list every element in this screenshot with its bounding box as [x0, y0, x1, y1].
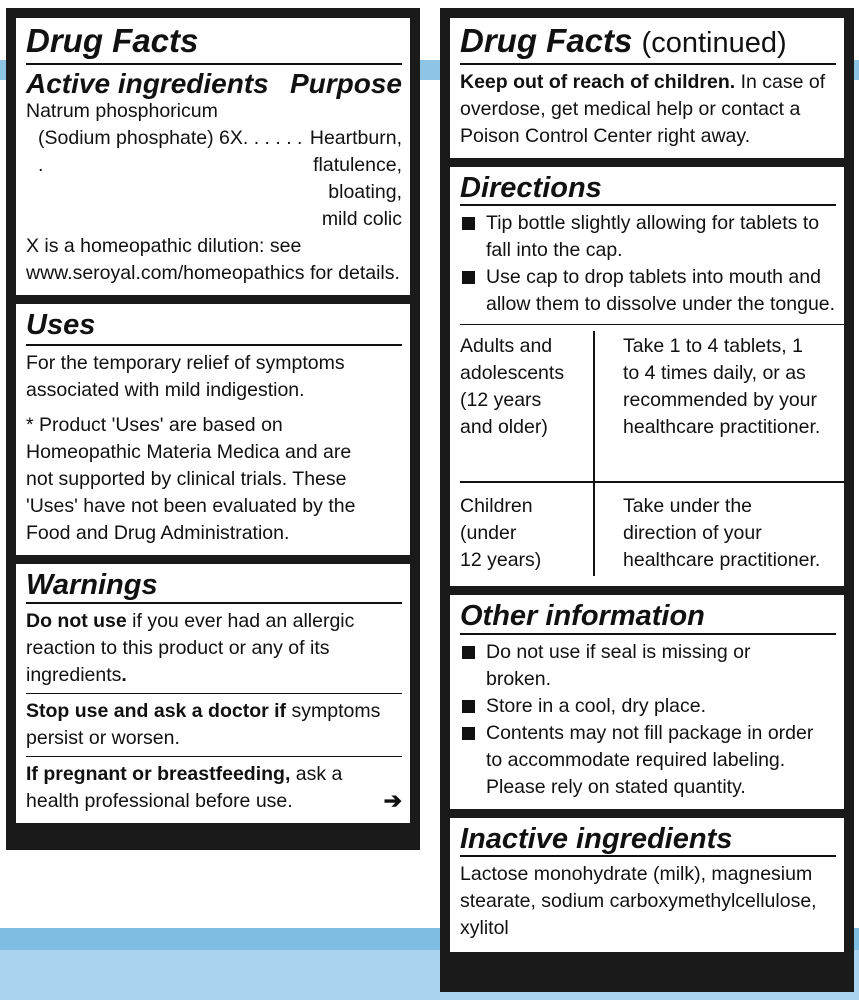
- other-information-rule: [460, 633, 836, 635]
- dosage-table: [460, 331, 844, 576]
- stop-use-text: symptoms: [286, 699, 381, 722]
- do-not-use-label: Do not use: [26, 609, 127, 632]
- directions-heading: Directions: [460, 171, 602, 204]
- other-information-item: [460, 693, 836, 720]
- uses-disclaimer: not supported by clinical trials. These: [26, 468, 347, 491]
- uses-disclaimer: Food and Drug Administration.: [26, 522, 290, 545]
- other-information-item: [460, 720, 836, 801]
- uses-disclaimer: Homeopathic Materia Medica and are: [26, 441, 352, 464]
- warnings-divider: [26, 756, 402, 757]
- do-not-use-text: if you ever had an allergic: [126, 609, 355, 632]
- directions-text: Tip bottle slightly allowing for tablets to: [486, 212, 820, 235]
- purpose-line: bloating,: [328, 181, 402, 204]
- other-information-heading: Other information: [460, 600, 705, 633]
- table-text: Adults and: [460, 335, 553, 358]
- inactive-ingredients-rule: [460, 855, 836, 857]
- keep-out-text: In case of: [735, 70, 826, 93]
- keep-out-section: [450, 18, 844, 158]
- stop-use-label: Stop use and ask a doctor if: [26, 699, 287, 722]
- other-information-text: Store in a cool, dry place.: [486, 694, 707, 717]
- dilution-note-url: www.seroyal.com/homeopathics for details.: [26, 262, 400, 285]
- do-not-use-warning: [26, 608, 402, 635]
- dilution-note: X is a homeopathic dilution: see: [26, 235, 302, 258]
- directions-table-rule: [460, 324, 844, 325]
- section-separator: [440, 158, 854, 167]
- dosage-children-label: [460, 483, 595, 576]
- directions-section: [450, 167, 844, 586]
- uses-disclaimer: * Product 'Uses' are based on: [26, 414, 283, 437]
- drug-facts-title: Drug Facts: [460, 22, 633, 59]
- purpose-list: [310, 125, 402, 233]
- continued-arrow-icon: ➔: [383, 788, 402, 814]
- drug-facts-right-panel: [440, 8, 854, 992]
- table-text: healthcare practitioner.: [623, 549, 821, 572]
- drug-facts-continued-title: [460, 24, 836, 59]
- table-text: Children: [460, 495, 533, 518]
- keep-out-text: overdose, get medical help or contact a: [460, 97, 801, 120]
- other-information-text: broken.: [486, 667, 552, 690]
- uses-text: associated with mild indigestion.: [26, 379, 305, 402]
- other-information-text: to accommodate required labeling.: [486, 748, 786, 771]
- other-information-text: Please rely on stated quantity.: [486, 775, 746, 798]
- uses-section: [16, 304, 410, 555]
- section-separator: [6, 555, 420, 564]
- ingredient-strength: (Sodium phosphate) 6X. . . . . . .: [38, 127, 303, 177]
- table-text: to 4 times daily, or as: [623, 362, 806, 385]
- do-not-use-text-end: [26, 662, 402, 689]
- pregnant-warning: [26, 761, 402, 788]
- table-text: recommended by your: [623, 389, 818, 412]
- directions-rule: [460, 204, 836, 206]
- stop-use-warning: [26, 698, 402, 725]
- purpose-line: Heartburn,: [309, 127, 402, 150]
- active-ingredients-heading: Active ingredients: [26, 67, 269, 99]
- inactive-ingredients-text: Lactose monohydrate (milk), magnesium: [460, 862, 813, 885]
- directions-text: fall into the cap.: [486, 239, 623, 262]
- do-not-use-text: ingredients: [26, 663, 122, 686]
- other-information-text: Do not use if seal is missing or: [486, 640, 751, 663]
- directions-item: [460, 210, 836, 264]
- warnings-rule: [26, 602, 402, 604]
- do-not-use-period: .: [121, 663, 127, 686]
- dosage-children-instructions: [595, 483, 844, 576]
- table-text: (under: [460, 522, 517, 545]
- table-text: adolescents: [460, 362, 565, 385]
- keep-out-text: Poison Control Center right away.: [460, 124, 751, 147]
- warnings-section: [16, 564, 410, 822]
- continued-label: (continued): [641, 27, 787, 59]
- keep-out-warning: [460, 69, 836, 96]
- drug-facts-title: Drug Facts: [26, 22, 199, 59]
- directions-list: [460, 210, 836, 318]
- pregnant-text: ask a: [290, 762, 343, 785]
- active-ingredients-section: [16, 18, 410, 295]
- title-rule: [26, 63, 402, 65]
- section-separator: [6, 295, 420, 304]
- pregnant-text: health professional before use.: [26, 789, 293, 812]
- dosage-adults-instructions: [595, 331, 844, 481]
- table-text: Take 1 to 4 tablets, 1: [623, 335, 803, 358]
- warnings-divider: [26, 693, 402, 694]
- keep-out-label: Keep out of reach of children.: [460, 70, 736, 93]
- section-separator: [440, 809, 854, 818]
- table-text: healthcare practitioner.: [623, 416, 821, 439]
- do-not-use-text: reaction to this product or any of its: [26, 636, 330, 659]
- table-text: direction of your: [623, 522, 762, 545]
- other-information-item: [460, 639, 836, 693]
- uses-heading: Uses: [26, 309, 96, 342]
- table-text: and older): [460, 416, 548, 439]
- dosage-adults-label: [460, 331, 595, 481]
- inactive-ingredients-text: xylitol: [460, 916, 509, 939]
- stop-use-text: persist or worsen.: [26, 726, 180, 749]
- inactive-ingredients-text: stearate, sodium carboxymethylcellulose,: [460, 889, 817, 912]
- title-rule: [460, 63, 836, 65]
- ingredient-row: [26, 125, 402, 233]
- directions-item: [460, 264, 836, 318]
- directions-text: Use cap to drop tablets into mouth and: [486, 266, 821, 289]
- purpose-line: flatulence,: [313, 154, 402, 177]
- purpose-line: mild colic: [321, 208, 402, 231]
- other-information-text: Contents may not fill package in order: [486, 721, 814, 744]
- uses-disclaimer: 'Uses' have not been evaluated by the: [26, 495, 356, 518]
- directions-text: allow them to dissolve under the tongue.: [486, 293, 836, 316]
- active-ingredients-header: [26, 69, 402, 98]
- other-information-section: [450, 595, 844, 808]
- section-separator: [440, 586, 854, 595]
- purpose-heading: Purpose: [289, 67, 402, 99]
- other-information-list: [460, 639, 836, 801]
- ingredient-name: Natrum phosphoricum: [26, 100, 218, 123]
- uses-rule: [26, 344, 402, 346]
- warnings-heading: Warnings: [26, 569, 158, 602]
- table-text: 12 years): [460, 549, 542, 572]
- uses-text: For the temporary relief of symptoms: [26, 352, 345, 375]
- table-text: Take under the: [623, 495, 753, 518]
- inactive-ingredients-section: [450, 818, 844, 952]
- drug-facts-left-panel: [6, 8, 420, 850]
- pregnant-last-line: [26, 788, 402, 815]
- inactive-ingredients-heading: Inactive ingredients: [460, 822, 733, 855]
- pregnant-label: If pregnant or breastfeeding,: [26, 762, 291, 785]
- table-text: (12 years: [460, 389, 542, 412]
